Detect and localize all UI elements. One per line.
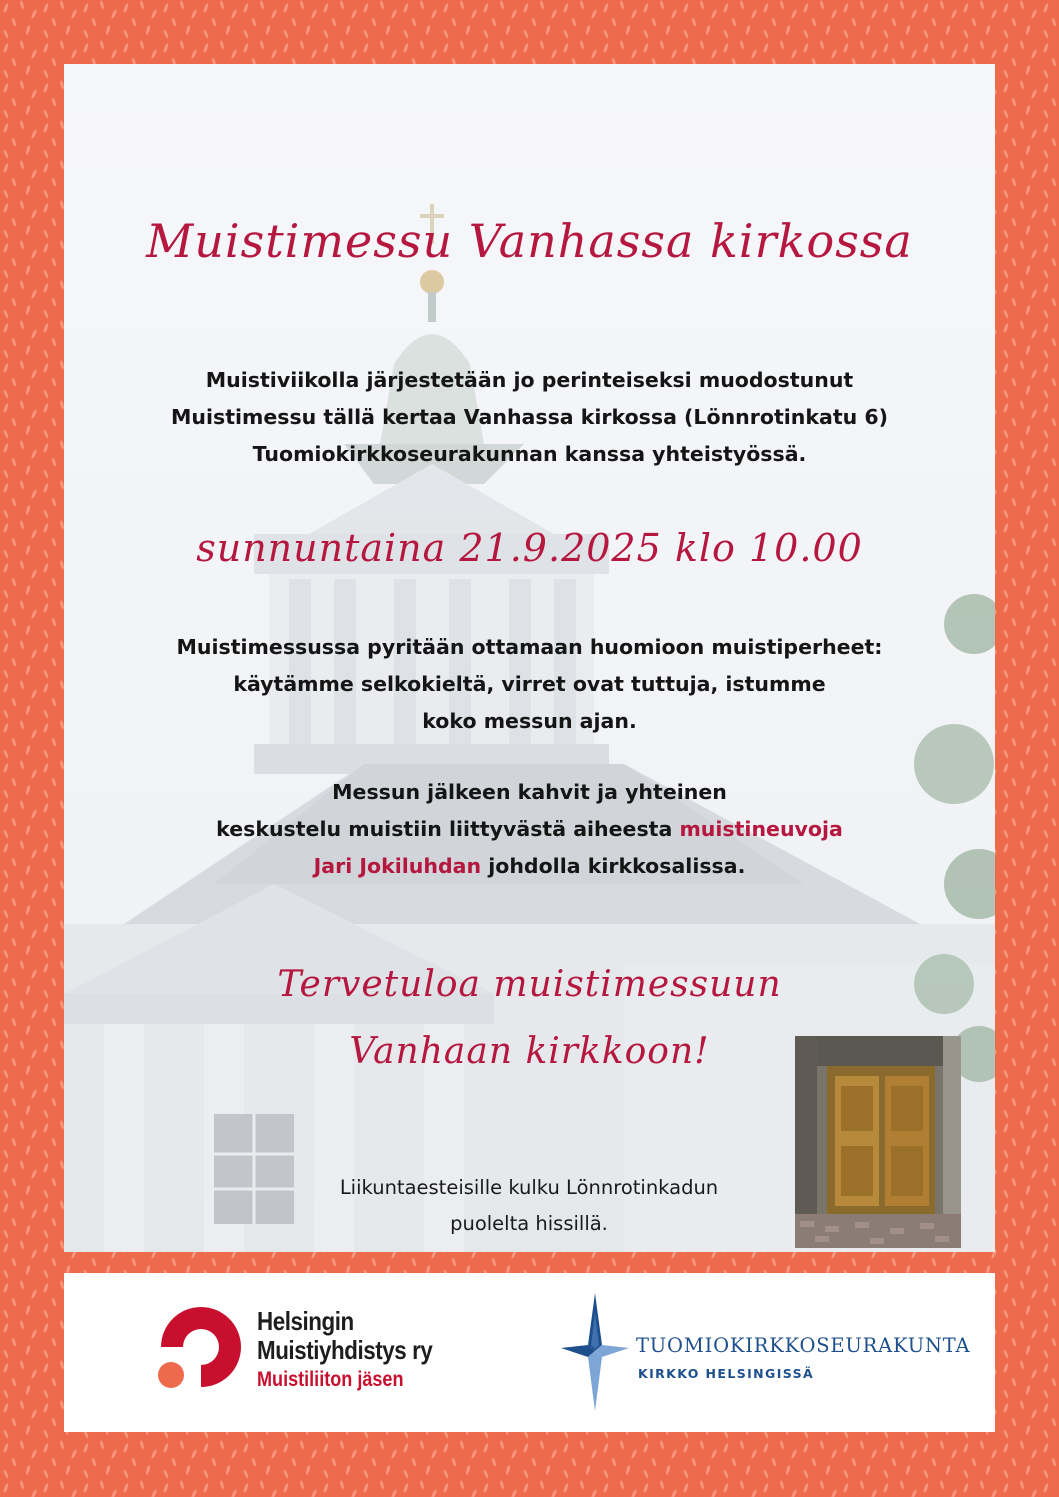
- tuomiokirkkoseurakunta-cross-logo-icon: [561, 1293, 629, 1411]
- speaker-name: Jari Jokiluhdan: [313, 854, 482, 878]
- intro-line: Tuomiokirkkoseurakunnan kanssa yhteistyössä.: [252, 442, 807, 466]
- paragraph-line: [64, 811, 995, 848]
- flyer-card: [64, 64, 995, 1252]
- accessibility-line: puolelta hissillä.: [450, 1212, 608, 1235]
- paragraph-line: koko messun ajan.: [422, 709, 637, 733]
- paragraph-text: johdolla kirkkosalissa.: [488, 854, 746, 878]
- accessibility-info-paragraph: [64, 629, 995, 740]
- paragraph-line: käytämme selkokieltä, virret ovat tuttuja, istumme: [233, 672, 826, 696]
- paragraph-text: keskustelu muistiin liittyvästä aiheesta: [216, 817, 673, 841]
- highlight-text: muistineuvoja: [679, 817, 843, 841]
- welcome-line: Vanhaan kirkkoon!: [349, 1031, 710, 1072]
- intro-line: Muistiviikolla järjestetään jo perinteiseksi muodostunut: [205, 368, 854, 392]
- church-door-image: [795, 1036, 961, 1248]
- paragraph-line: [64, 848, 995, 885]
- welcome-line: Tervetuloa muistimessuun: [277, 964, 782, 1005]
- tks-subtitle: KIRKKO HELSINGISSÄ: [638, 1366, 815, 1381]
- paragraph-line: Messun jälkeen kahvit ja yhteinen: [332, 780, 727, 804]
- hmy-name-line: Helsingin: [257, 1306, 354, 1336]
- accessibility-line: Liikuntaesteisille kulku Lönnrotinkadun: [339, 1176, 719, 1199]
- event-date: sunnuntaina 21.9.2025 klo 10.00: [196, 526, 863, 570]
- intro-paragraph: [64, 362, 995, 473]
- paragraph-line: Muistimessussa pyritään ottamaan huomioon muistiperheet:: [176, 635, 883, 659]
- flyer-title: Muistimessu Vanhassa kirkossa: [146, 214, 913, 268]
- tks-name: TUOMIOKIRKKOSEURAKUNTA: [636, 1334, 971, 1357]
- coffee-discussion-paragraph: [64, 774, 995, 885]
- intro-line: Muistimessu tällä kertaa Vanhassa kirkossa (Lönnrotinkatu 6): [170, 405, 889, 429]
- hmy-subtitle: Muistiliiton jäsen: [257, 1368, 404, 1391]
- hmy-name-line: Muistiyhdistys ry: [257, 1335, 433, 1365]
- accessibility-note: [244, 1170, 814, 1242]
- footer-logos: [64, 1273, 995, 1432]
- helsingin-muistiyhdistys-logo-icon: [149, 1303, 249, 1403]
